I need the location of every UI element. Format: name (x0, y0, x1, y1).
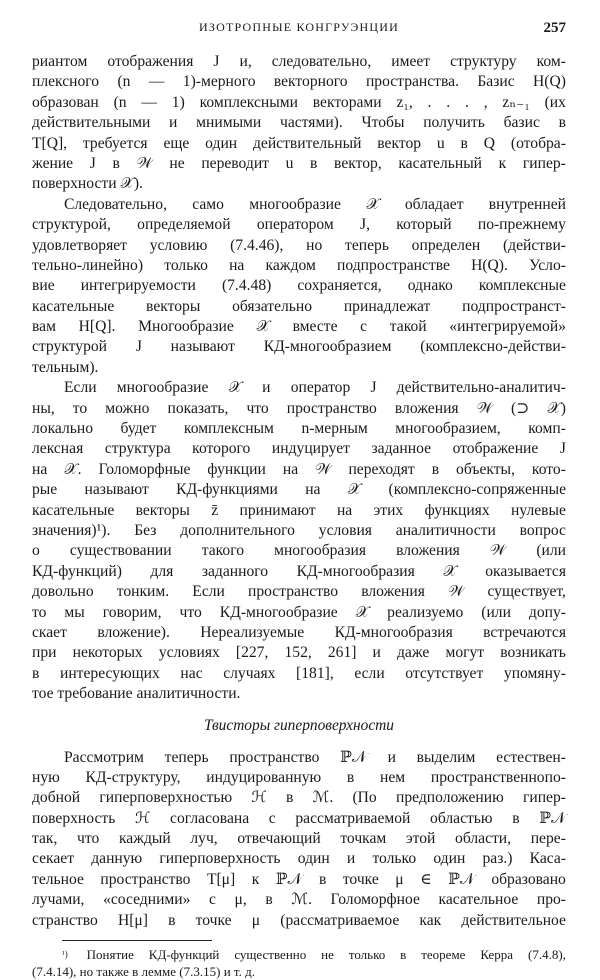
footnote (32, 946, 566, 980)
section-heading: Твисторы гиперповерхности (203, 716, 394, 734)
text-line: касательные векторы обязательно принадлежат подпространст- (32, 297, 566, 315)
text-line: КД-функций) для заданного КД-многообразия 𝒳 оказывается (32, 562, 566, 580)
text-line: секает данную гиперповерхность один и только один раз.) Каса- (32, 850, 566, 868)
text-line: то мы говорим, что КД-многообразие 𝒳 реализуемо (или допу- (32, 603, 566, 621)
running-title: ИЗОТРОПНЫЕ КОНГРУЭНЦИИ (199, 20, 399, 34)
text-line: образован (n — 1) комплексными векторами z₁, . . . , zₙ₋₁ (их (32, 93, 566, 111)
text-line: вие интегрируемости (7.4.48) сохраняется, однако комплексные (32, 277, 566, 295)
text-line: тое требование аналитичности. (32, 685, 241, 703)
text-line: довольно тонким. Если пространство вложения 𝒲 существует, (32, 583, 566, 601)
text-line: поверхность ℋ согласована с рассматриваемой областью в ℙ𝒩 (32, 809, 566, 827)
text-line: структурой, определяемой оператором J, который по-прежнему (32, 216, 566, 234)
text-line: лексная структура которого индуцирует заданное отображение J (32, 440, 566, 458)
page-body (32, 52, 566, 980)
footnote-line: ¹) Понятие КД-функций существенно не только в теореме Керра (7.4.8), (62, 947, 566, 963)
text-line: поверхности 𝒳). (32, 175, 143, 193)
text-line: о существовании такого многообразия вложения 𝒲 (или (32, 542, 566, 560)
text-line: касательные векторы z̄ принимают на этих функциях нулевые (32, 501, 566, 519)
text-line: значения)¹). Без дополнительного условия аналитичности вопрос (32, 521, 566, 539)
text-line: в интересующих нас случаях [181], если отсутствует упомяну- (32, 664, 566, 682)
text-line: Следовательно, само многообразие 𝒳 обладает внутренней (64, 195, 566, 213)
page-number: 257 (543, 20, 566, 36)
section-text (32, 748, 566, 932)
text-line: жение J в 𝒲 не переводит u в вектор, касательный к гипер- (32, 154, 566, 172)
text-line: скает вложение). Нереализуемые КД-многообразия встречаются (32, 623, 566, 641)
text-line: так, что каждый луч, отвечающий точкам этой области, пере- (32, 830, 566, 848)
text-line: лучами, «соседними» с μ, в ℳ. Голоморфное касательное про- (32, 891, 566, 909)
text-line: структурой J называют КД-многообразием (комплексно-действи- (32, 338, 566, 356)
text-line: действительными и мнимыми частями). Чтобы получить базис в (32, 114, 566, 132)
footnote-line: (7.4.14), но также в лемме (7.3.15) и т. д. (32, 964, 256, 980)
text-line: риантом отображения J и, следовательно, имеет структуру ком- (32, 53, 566, 70)
text-line: T[Q], требуется еще один действительный вектор u в Q (отобра- (32, 134, 566, 152)
text-line: Рассмотрим теперь пространство ℙ𝒩 и выделим естествен- (64, 748, 566, 766)
text-line: вам H[Q]. Многообразие 𝒳 вместе с такой «интегрируемой» (32, 318, 566, 336)
text-line: при некоторых условиях [227, 152, 261] и даже могут возникать (32, 644, 566, 662)
text-line: странство H[μ] в точке μ (рассматриваемое как действительное (32, 911, 566, 929)
text-line: плексного (n — 1)-мерного векторного пространства. Базис H(Q) (32, 73, 566, 91)
text-line: на 𝒳. Голоморфные функции на 𝒲 переходят в объекты, кото- (32, 460, 566, 478)
body-text (32, 52, 566, 705)
text-line: удовлетворяет условию (7.4.46), но теперь определен (действи- (32, 236, 566, 254)
footnote-divider (62, 940, 212, 941)
text-line: Если многообразие 𝒳 и оператор J действительно-аналитич- (64, 379, 566, 397)
text-line: тельно-линейно) только на каждом подпространстве H(Q). Усло- (32, 256, 566, 274)
text-line: ны, то можно показать, что пространство вложения 𝒲 (⊃ 𝒳) (32, 399, 566, 417)
text-line: добной гиперповерхностью ℋ в ℳ. (По предположению гипер- (32, 789, 566, 807)
text-line: локально будет комплексным n-мерным многообразием, комп- (32, 420, 566, 438)
footnote-marker: ¹) (62, 949, 68, 960)
text-line: тельное пространство T[μ] к ℙ𝒩 в точке μ ∈ ℙ𝒩 образовано (32, 870, 566, 888)
text-line: ную КД-структуру, индуцированную в нем пространственнопо- (32, 768, 566, 786)
text-line: тельным). (32, 358, 99, 376)
text-line: рые называют КД-функциями на 𝒳 (комплексно-сопряженные (32, 481, 566, 499)
page-header (32, 20, 566, 42)
